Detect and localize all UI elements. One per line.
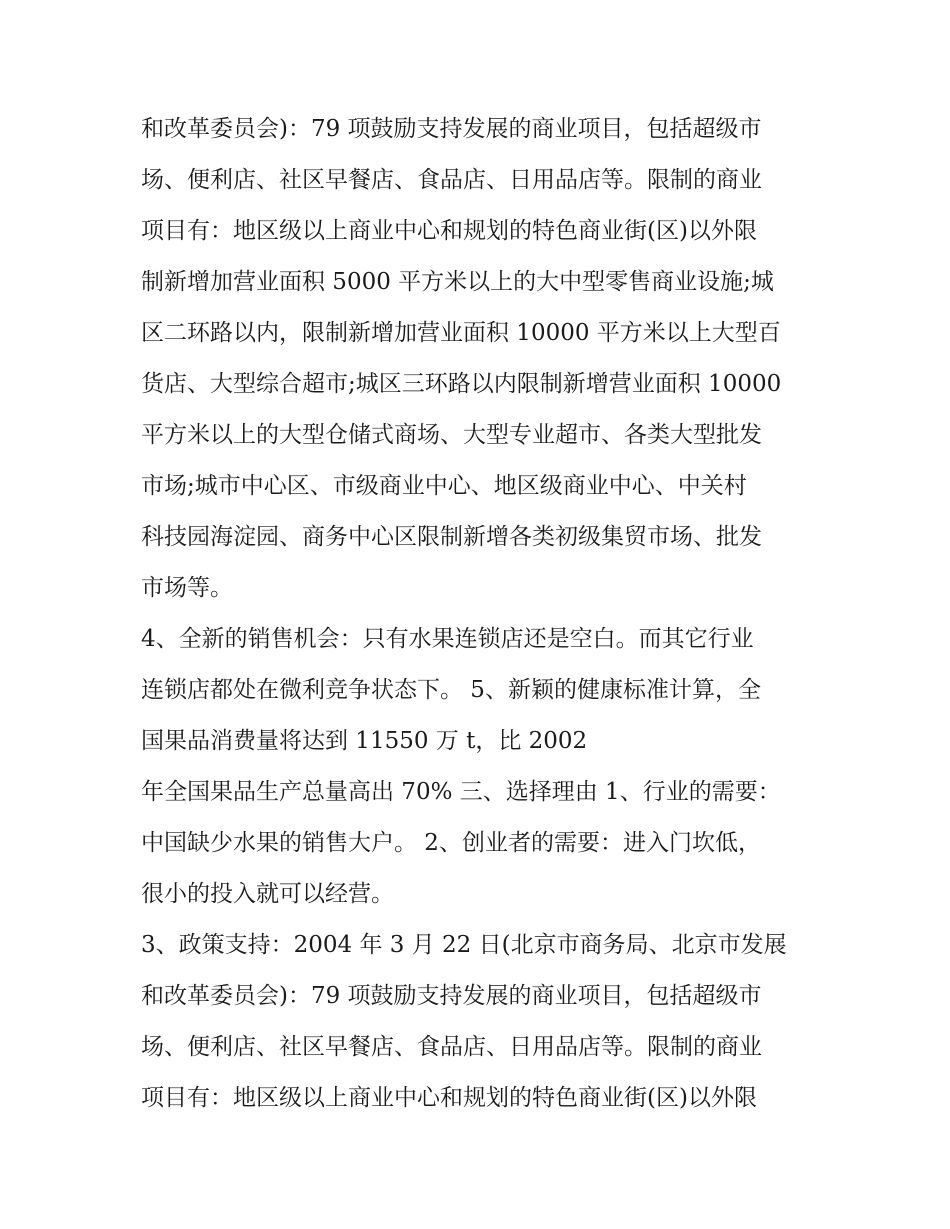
text-line-13: 国果品消费量将达到 11550 万 t，比 2002	[141, 728, 588, 754]
text-line-15: 中国缺少水果的销售大户。 2、创业者的需要：进入门坎低，	[141, 830, 761, 856]
text-line-10: 市场等。	[141, 575, 233, 601]
text-line-7: 平方米以上的大型仓储式商场、大型专业超市、各类大型批发	[141, 422, 762, 448]
text-line-5: 区二环路以内，限制新增加营业面积 10000 平方米以上大型百	[141, 320, 781, 346]
text-line-9: 科技园海淀园、商务中心区限制新增各类初级集贸市场、批发	[141, 524, 762, 550]
text-line-14: 年全国果品生产总量高出 70% 三、选择理由 1、行业的需要：	[141, 779, 781, 805]
text-line-20: 项目有：地区级以上商业中心和规划的特色商业街(区)以外限	[141, 1085, 757, 1111]
text-line-6: 货店、大型综合超市;城区三环路以内限制新增营业面积 10000	[141, 371, 782, 397]
text-line-1: 和改革委员会)：79 项鼓励支持发展的商业项目，包括超级市	[141, 116, 762, 142]
text-line-3: 项目有：地区级以上商业中心和规划的特色商业街(区)以外限	[141, 218, 757, 244]
text-line-19: 场、便利店、社区早餐店、食品店、日用品店等。限制的商业	[141, 1034, 762, 1060]
document-body	[141, 104, 821, 1124]
text-line-18: 和改革委员会)：79 项鼓励支持发展的商业项目，包括超级市	[141, 983, 762, 1009]
text-line-12: 连锁店都处在微利竞争状态下。 5、新颖的健康标准计算，全	[141, 677, 761, 703]
text-line-11: 4、全新的销售机会：只有水果连锁店还是空白。而其它行业	[141, 626, 754, 652]
text-line-4: 制新增加营业面积 5000 平方米以上的大中型零售商业设施;城	[141, 269, 774, 295]
text-line-16: 很小的投入就可以经营。	[141, 881, 394, 907]
text-line-8: 市场;城市中心区、市级商业中心、地区级商业中心、中关村	[141, 473, 747, 499]
text-line-17: 3、政策支持：2004 年 3 月 22 日(北京市商务局、北京市发展	[141, 932, 787, 958]
text-line-2: 场、便利店、社区早餐店、食品店、日用品店等。限制的商业	[141, 167, 762, 193]
